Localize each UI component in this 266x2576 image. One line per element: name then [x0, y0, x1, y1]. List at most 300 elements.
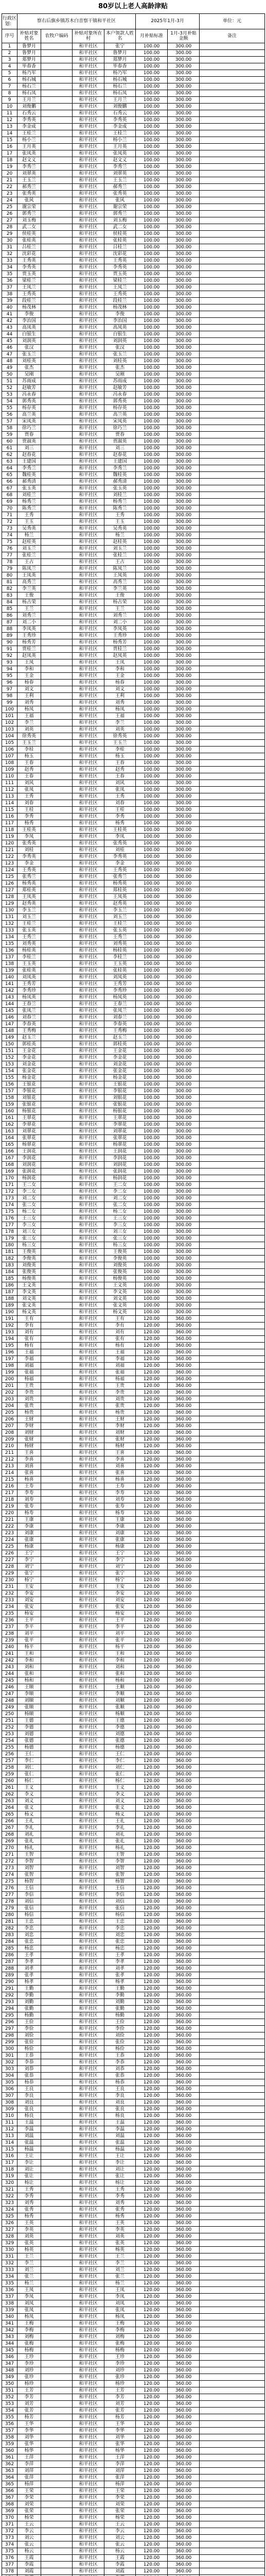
cell-name: 高秀兰 [17, 579, 41, 586]
cell-village: 和平社区 [73, 485, 104, 492]
cell-payee: 杨金花 [104, 1075, 136, 1081]
cell-remarks [200, 1035, 265, 1041]
cell-village: 和平社区 [73, 901, 104, 907]
cell-village: 和平社区 [73, 465, 104, 472]
cell-monthly-standard: 100.00 [136, 1256, 168, 1262]
cell-seq: 339 [2, 2307, 17, 2314]
cell-name: 刘春兰 [17, 1014, 41, 1021]
cell-name: 李华 [17, 2428, 41, 2434]
cell-seq: 102 [2, 720, 17, 726]
cell-name: 李俊英 [17, 1256, 41, 1262]
cell-seq: 6 [2, 77, 17, 83]
cell-name: 赵凤英 [17, 653, 41, 659]
cell-village: 和平社区 [73, 2240, 104, 2247]
cell-monthly-standard: 100.00 [136, 532, 168, 539]
cell-name: 张玉兰 [17, 351, 41, 358]
cell-seq: 283 [2, 1932, 17, 1939]
cell-monthly-standard: 100.00 [136, 867, 168, 874]
cell-quarter-amount: 300.00 [168, 1128, 200, 1135]
cell-name: 李平 [17, 1624, 41, 1631]
cell-seq: 76 [2, 546, 17, 552]
cell-household-code [41, 1584, 73, 1590]
table-row [2, 2220, 265, 2227]
cell-village: 和平社区 [73, 1008, 104, 1014]
cell-village: 和平社区 [73, 1919, 104, 1925]
cell-remarks [200, 1041, 265, 1048]
cell-quarter-amount: 300.00 [168, 854, 200, 860]
cell-household-code [41, 854, 73, 860]
cell-payee: 杨存英 [104, 405, 136, 412]
cell-remarks [200, 586, 265, 592]
cell-name: 王凤兰 [17, 284, 41, 291]
cell-payee: 刘春 [104, 800, 136, 807]
cell-quarter-amount: 300.00 [168, 418, 200, 425]
cell-village: 和平社区 [73, 753, 104, 760]
cell-remarks [200, 412, 265, 418]
cell-village: 和平社区 [73, 1852, 104, 1858]
cell-remarks [200, 2093, 265, 2099]
cell-payee: 刘华 [104, 2434, 136, 2441]
cell-remarks [200, 2173, 265, 2180]
cell-name: 王秀 [17, 793, 41, 800]
cell-monthly-standard: 120.00 [136, 2012, 168, 2019]
cell-payee: 刘俭 [104, 2032, 136, 2039]
cell-seq: 374 [2, 2541, 17, 2548]
table-row [2, 2006, 265, 2012]
cell-seq: 155 [2, 1075, 17, 1081]
table-row [2, 1577, 265, 1584]
cell-remarks [200, 505, 265, 512]
cell-seq: 21 [2, 177, 17, 184]
cell-seq: 122 [2, 854, 17, 860]
cell-remarks [200, 2327, 265, 2334]
cell-payee: 刘文英 [104, 1296, 136, 1302]
cell-name: 张凤英 [17, 150, 41, 157]
cell-remarks [200, 1477, 265, 1483]
table-row [2, 1765, 265, 1771]
cell-household-code [41, 1249, 73, 1256]
cell-seq: 246 [2, 1684, 17, 1691]
cell-payee: 杨孝 [104, 1979, 136, 1986]
cell-name: 侯桂英 [17, 231, 41, 238]
cell-remarks [200, 1389, 265, 1396]
cell-remarks [200, 827, 265, 834]
cell-name: 杨石凤 [17, 90, 41, 97]
cell-remarks [200, 2488, 265, 2495]
cell-remarks [200, 1510, 265, 1517]
cell-village: 和平社区 [73, 1865, 104, 1872]
cell-village: 和平社区 [73, 2535, 104, 2541]
cell-quarter-amount: 360.00 [168, 1410, 200, 1416]
cell-payee: 王俊 [104, 592, 136, 599]
cell-quarter-amount: 300.00 [168, 1081, 200, 1088]
cell-monthly-standard: 120.00 [136, 2006, 168, 2012]
cell-name: 王玉 [17, 519, 41, 526]
cell-seq: 257 [2, 1758, 17, 1765]
header-payee: 本户领款人姓名 [104, 29, 136, 43]
cell-remarks [200, 2495, 265, 2501]
cell-household-code [41, 2280, 73, 2287]
table-row [2, 894, 265, 901]
cell-monthly-standard: 120.00 [136, 1972, 168, 1979]
cell-household-code [41, 90, 73, 97]
cell-remarks [200, 1550, 265, 1557]
cell-name: 李财 [17, 1423, 41, 1430]
cell-payee: 沈彩花 [104, 251, 136, 258]
cell-remarks [200, 988, 265, 994]
cell-seq: 5 [2, 70, 17, 77]
cell-household-code [41, 1182, 73, 1189]
cell-payee: 张三女 [104, 1235, 136, 1242]
cell-village: 和平社区 [73, 144, 104, 150]
table-row [2, 1691, 265, 1698]
cell-quarter-amount: 360.00 [168, 2347, 200, 2354]
cell-village: 和平社区 [73, 2140, 104, 2146]
cell-monthly-standard: 120.00 [136, 2113, 168, 2120]
cell-village: 和平社区 [73, 1430, 104, 1436]
cell-seq: 146 [2, 1014, 17, 1021]
cell-remarks [200, 1329, 265, 1336]
cell-name: 王芳 [17, 2387, 41, 2394]
cell-payee: 吴秀英 [104, 526, 136, 532]
cell-monthly-standard: 120.00 [136, 1510, 168, 1517]
table-row [2, 1811, 265, 1818]
cell-monthly-standard: 100.00 [136, 1168, 168, 1175]
cell-remarks [200, 2408, 265, 2414]
cell-seq: 245 [2, 1677, 17, 1684]
cell-name: 张华 [17, 2441, 41, 2448]
cell-quarter-amount: 360.00 [168, 2113, 200, 2120]
cell-seq: 15 [2, 137, 17, 144]
cell-seq: 295 [2, 2012, 17, 2019]
cell-name: 毕春香 [17, 63, 41, 70]
table-row [2, 1061, 265, 1068]
cell-quarter-amount: 300.00 [168, 110, 200, 117]
cell-monthly-standard: 100.00 [136, 144, 168, 150]
cell-village: 和平社区 [73, 197, 104, 204]
cell-seq: 290 [2, 1979, 17, 1986]
cell-name: 杨义 [17, 1811, 41, 1818]
cell-name: 张良 [17, 2106, 41, 2113]
cell-seq: 121 [2, 847, 17, 854]
cell-name: 张贵 [17, 1403, 41, 1410]
table-row [2, 2053, 265, 2059]
cell-monthly-standard: 120.00 [136, 1892, 168, 1899]
cell-seq: 266 [2, 1818, 17, 1825]
cell-seq: 56 [2, 412, 17, 418]
cell-seq: 300 [2, 2046, 17, 2053]
cell-payee: 王占 [104, 559, 136, 566]
cell-seq: 285 [2, 1945, 17, 1952]
cell-remarks [200, 438, 265, 445]
cell-remarks [200, 1637, 265, 1644]
cell-household-code [41, 1945, 73, 1952]
cell-payee: 李福 [104, 1356, 136, 1363]
table-row [2, 934, 265, 941]
cell-seq: 150 [2, 1041, 17, 1048]
cell-village: 和平社区 [73, 1517, 104, 1523]
table-row [2, 773, 265, 780]
cell-seq: 289 [2, 1972, 17, 1979]
cell-name: 王贵 [17, 1383, 41, 1389]
cell-name: 李秀英 [17, 117, 41, 124]
table-row [2, 2059, 265, 2066]
cell-monthly-standard: 100.00 [136, 1269, 168, 1276]
cell-monthly-standard: 120.00 [136, 1919, 168, 1925]
table-row [2, 659, 265, 666]
cell-name: 张荣 [17, 2508, 41, 2515]
cell-seq: 38 [2, 291, 17, 298]
cell-quarter-amount: 360.00 [168, 2233, 200, 2240]
cell-payee: 杨乃军 [104, 70, 136, 77]
cell-monthly-standard: 120.00 [136, 1724, 168, 1731]
cell-village: 和平社区 [73, 2079, 104, 2086]
table-row [2, 1088, 265, 1095]
table-row [2, 1215, 265, 1222]
cell-household-code [41, 2012, 73, 2019]
cell-seq: 367 [2, 2495, 17, 2501]
table-row [2, 264, 265, 271]
cell-quarter-amount: 300.00 [168, 860, 200, 867]
cell-seq: 42 [2, 318, 17, 325]
cell-payee: 赵凤英 [104, 653, 136, 659]
table-row [2, 1477, 265, 1483]
cell-seq: 170 [2, 1175, 17, 1182]
cell-village: 和平社区 [73, 1215, 104, 1222]
table-row [2, 1557, 265, 1564]
cell-name: 白银生 [17, 331, 41, 338]
cell-monthly-standard: 100.00 [136, 1276, 168, 1282]
cell-monthly-standard: 120.00 [136, 2267, 168, 2274]
cell-village: 和平社区 [73, 840, 104, 847]
cell-seq: 109 [2, 767, 17, 773]
table-row [2, 2247, 265, 2253]
cell-monthly-standard: 120.00 [136, 1684, 168, 1691]
cell-village: 和平社区 [73, 63, 104, 70]
cell-seq: 286 [2, 1952, 17, 1959]
cell-name: 王秀英 [17, 258, 41, 264]
table-row [2, 2019, 265, 2026]
cell-name: 张三女 [17, 1235, 41, 1242]
cell-name: 陈秀兰 [17, 505, 41, 512]
cell-seq: 332 [2, 2260, 17, 2267]
cell-monthly-standard: 120.00 [136, 2126, 168, 2133]
cell-remarks [200, 1008, 265, 1014]
cell-payee: 刘润花 [104, 1162, 136, 1168]
table-row [2, 1704, 265, 1711]
table-row [2, 1001, 265, 1008]
cell-name: 贾桂兰 [17, 646, 41, 653]
cell-household-code [41, 2093, 73, 2099]
cell-village: 和平社区 [73, 2414, 104, 2421]
cell-quarter-amount: 300.00 [168, 693, 200, 700]
cell-household-code [41, 1758, 73, 1765]
cell-household-code [41, 2347, 73, 2354]
cell-payee: 杨秀英 [104, 880, 136, 887]
cell-village: 和平社区 [73, 2454, 104, 2461]
cell-payee: 刘润英 [104, 338, 136, 345]
cell-village: 和平社区 [73, 706, 104, 713]
cell-village: 和平社区 [73, 325, 104, 331]
cell-monthly-standard: 120.00 [136, 2106, 168, 2113]
cell-remarks [200, 197, 265, 204]
cell-monthly-standard: 120.00 [136, 2120, 168, 2126]
cell-payee: 李桂 [104, 747, 136, 753]
cell-village: 和平社区 [73, 1289, 104, 1296]
cell-name: 李秀英 [17, 854, 41, 860]
cell-monthly-standard: 100.00 [136, 244, 168, 251]
table-row [2, 1570, 265, 1577]
table-row [2, 2207, 265, 2213]
cell-quarter-amount: 300.00 [168, 284, 200, 291]
cell-remarks [200, 2568, 265, 2575]
cell-payee: 杨玉 [104, 753, 136, 760]
cell-village: 和平社区 [73, 1021, 104, 1028]
cell-monthly-standard: 120.00 [136, 1865, 168, 1872]
cell-name: 王三女 [17, 1215, 41, 1222]
cell-remarks [200, 1222, 265, 1229]
table-row [2, 171, 265, 177]
cell-name: 杨三女 [17, 1242, 41, 1249]
table-row [2, 2260, 265, 2267]
cell-quarter-amount: 300.00 [168, 1014, 200, 1021]
cell-payee: 杨和 [104, 1677, 136, 1684]
cell-monthly-standard: 100.00 [136, 1028, 168, 1035]
cell-monthly-standard: 100.00 [136, 1008, 168, 1014]
cell-household-code [41, 2260, 73, 2267]
table-row [2, 392, 265, 398]
cell-remarks [200, 2387, 265, 2394]
cell-remarks [200, 2120, 265, 2126]
cell-household-code [41, 2006, 73, 2012]
cell-household-code [41, 814, 73, 820]
cell-seq: 206 [2, 1416, 17, 1423]
cell-seq: 152 [2, 1055, 17, 1061]
cell-remarks [200, 1296, 265, 1302]
cell-household-code [41, 653, 73, 659]
cell-remarks [200, 2461, 265, 2468]
cell-name: 王秀芳 [17, 981, 41, 988]
cell-household-code [41, 633, 73, 639]
cell-payee: 李芳 [104, 2394, 136, 2401]
cell-household-code [41, 1865, 73, 1872]
cell-payee: 李勤 [104, 1992, 136, 1999]
cell-monthly-standard: 120.00 [136, 1617, 168, 1624]
cell-seq: 4 [2, 63, 17, 70]
cell-remarks [200, 1490, 265, 1497]
cell-remarks [200, 2341, 265, 2347]
cell-household-code [41, 1590, 73, 1597]
cell-name: 杨桂英 [17, 947, 41, 954]
cell-village: 和平社区 [73, 418, 104, 425]
cell-household-code [41, 2180, 73, 2187]
table-row [2, 1537, 265, 1544]
cell-monthly-standard: 120.00 [136, 1691, 168, 1698]
cell-seq: 220 [2, 1510, 17, 1517]
cell-payee: 李二女 [104, 1189, 136, 1195]
cell-payee: 刘玉兰 [104, 914, 136, 921]
cell-name: 杨占荣 [17, 599, 41, 606]
cell-village: 和平社区 [73, 867, 104, 874]
cell-remarks [200, 244, 265, 251]
cell-village: 和平社区 [73, 572, 104, 579]
table-row [2, 345, 265, 351]
cell-monthly-standard: 120.00 [136, 2200, 168, 2207]
cell-monthly-standard: 100.00 [136, 77, 168, 83]
cell-name: 王春 [17, 760, 41, 767]
cell-payee: 王梅 [104, 2320, 136, 2327]
cell-name: 高凤英 [17, 325, 41, 331]
table-row [2, 2300, 265, 2307]
cell-village: 和平社区 [73, 1262, 104, 1269]
table-row [2, 1423, 265, 1430]
cell-monthly-standard: 120.00 [136, 2146, 168, 2153]
table-row [2, 378, 265, 385]
cell-seq: 18 [2, 157, 17, 164]
cell-quarter-amount: 300.00 [168, 552, 200, 559]
cell-village: 和平社区 [73, 2468, 104, 2475]
cell-monthly-standard: 120.00 [136, 1899, 168, 1905]
cell-seq: 171 [2, 1182, 17, 1189]
cell-payee: 王凤 [104, 659, 136, 666]
cell-payee: 刘财 [104, 1430, 136, 1436]
table-row [2, 157, 265, 164]
cell-monthly-standard: 100.00 [136, 1182, 168, 1189]
cell-household-code [41, 760, 73, 767]
cell-seq: 252 [2, 1724, 17, 1731]
cell-remarks [200, 1899, 265, 1905]
cell-village: 和平社区 [73, 505, 104, 512]
cell-remarks [200, 1744, 265, 1751]
cell-village: 和平社区 [73, 1758, 104, 1765]
cell-quarter-amount: 300.00 [168, 1202, 200, 1209]
cell-village: 和平社区 [73, 2354, 104, 2361]
cell-name: 李良 [17, 2093, 41, 2099]
cell-village: 和平社区 [73, 2019, 104, 2026]
cell-remarks [200, 981, 265, 988]
cell-payee: 杨安 [104, 1611, 136, 1617]
cell-remarks [200, 1758, 265, 1765]
cell-payee: 王义 [104, 1785, 136, 1791]
cell-monthly-standard: 120.00 [136, 2421, 168, 2428]
table-row [2, 83, 265, 90]
table-row [2, 465, 265, 472]
cell-remarks [200, 673, 265, 680]
cell-remarks [200, 2240, 265, 2247]
cell-household-code [41, 1731, 73, 1738]
cell-payee: 杨温 [104, 2146, 136, 2153]
header-quarter-amount: 1月-3月补贴金额 [168, 29, 200, 43]
cell-quarter-amount: 360.00 [168, 1671, 200, 1677]
cell-seq: 214 [2, 1470, 17, 1477]
cell-payee: 王珍 [104, 2354, 136, 2361]
cell-household-code [41, 2227, 73, 2233]
cell-quarter-amount: 300.00 [168, 706, 200, 713]
cell-remarks [200, 1785, 265, 1791]
cell-village: 和平社区 [73, 2253, 104, 2260]
cell-village: 和平社区 [73, 2501, 104, 2508]
cell-monthly-standard: 120.00 [136, 1677, 168, 1684]
cell-seq: 39 [2, 298, 17, 304]
cell-village: 和平社区 [73, 1316, 104, 1323]
cell-household-code [41, 1430, 73, 1436]
table-row [2, 827, 265, 834]
cell-monthly-standard: 100.00 [136, 1209, 168, 1215]
cell-quarter-amount: 300.00 [168, 392, 200, 398]
cell-remarks [200, 164, 265, 171]
cell-payee: 杨义 [104, 1811, 136, 1818]
table-row [2, 1885, 265, 1892]
